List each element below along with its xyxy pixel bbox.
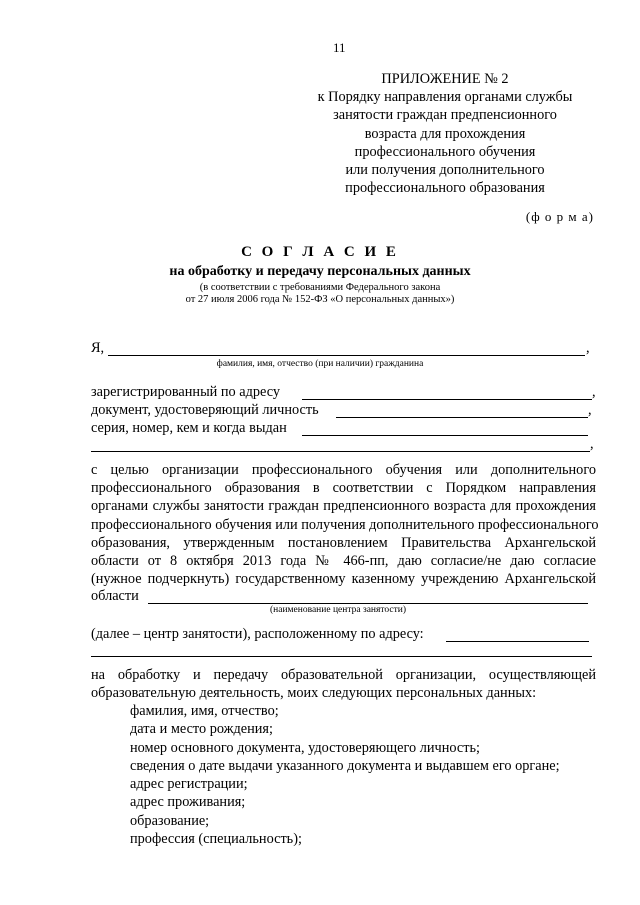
appendix-line: к Порядку направления органами службы <box>317 89 573 106</box>
law-note-line: (в соответствии с требованиями Федерального закона <box>199 282 441 293</box>
appendix-line: или получения дополнительного <box>345 162 545 179</box>
address-label: зарегистрированный по адресу <box>91 384 281 400</box>
list-item: профессия (специальность); <box>130 831 302 848</box>
series-field-line[interactable] <box>302 435 588 436</box>
paragraph-line: с целью организации профессионального обучения или дополнительного <box>91 462 596 478</box>
center-address-continuation-line[interactable] <box>91 656 592 657</box>
paragraph-line: (нужное подчеркнуть) государственному казенному учреждению Архангельской <box>91 571 596 588</box>
address-comma: , <box>592 384 596 400</box>
document-title: С О Г Л А С И Е <box>241 244 399 260</box>
series-continuation-line[interactable] <box>91 451 590 452</box>
page-number: 11 <box>333 40 346 55</box>
ya-label: Я, <box>91 340 105 356</box>
purpose-paragraph <box>91 461 599 588</box>
appendix-line: занятости граждан предпенсионного <box>333 107 557 124</box>
appendix-line: профессионального образования <box>345 180 545 197</box>
list-item: фамилия, имя, отчество; <box>130 703 279 719</box>
name-caption: фамилия, имя, отчество (при наличии) гражданина <box>216 359 424 369</box>
appendix-line: ПРИЛОЖЕНИЕ № 2 <box>381 71 509 87</box>
address-field-line[interactable] <box>302 399 592 400</box>
list-item: адрес проживания; <box>130 794 246 811</box>
center-address-label: (далее – центр занятости), расположенному по адресу: <box>91 626 424 642</box>
paragraph-line: на обработку и передачу образовательной организации, осуществляющей <box>91 667 596 683</box>
series-label: серия, номер, кем и когда выдан <box>91 420 287 436</box>
center-name-field-line[interactable] <box>148 603 588 604</box>
paragraph-line: области от 8 октября 2013 года № 466-пп, даю согласие/не даю согласие <box>91 553 596 570</box>
appendix-header <box>300 70 590 197</box>
center-address-field-line[interactable] <box>446 641 589 642</box>
name-field-line[interactable] <box>108 355 585 356</box>
appendix-line: возраста для прохождения <box>364 125 526 142</box>
series-comma: , <box>590 436 594 452</box>
paragraph-line: органами службы занятости граждан предпенсионного возраста для прохождения <box>91 498 596 515</box>
paragraph-line: образования, утвержденным постановлением Правительства Архангельской <box>91 534 596 551</box>
document-label: документ, удостоверяющий личность <box>91 402 319 418</box>
list-item: сведения о дате выдачи указанного документа и выдавшем его органе; <box>130 757 560 774</box>
list-item: номер основного документа, удостоверяющего личность; <box>130 739 480 756</box>
paragraph-line: профессионального образования в соответствии с Порядком направления <box>91 480 596 497</box>
document-field-line[interactable] <box>336 417 588 418</box>
list-item: дата и место рождения; <box>130 721 273 738</box>
document-subtitle: на обработку и передачу персональных данных <box>169 264 471 279</box>
ya-comma: , <box>586 340 590 356</box>
appendix-line: профессионального обучения <box>354 143 536 160</box>
paragraph-line: профессионального обучения или получения дополнительного профессионального <box>91 516 599 533</box>
paragraph-line: образовательную деятельность, моих следующих персональных данных: <box>91 685 537 702</box>
oblast-label: области <box>91 588 139 604</box>
list-item: адрес регистрации; <box>130 776 248 793</box>
list-item: образование; <box>130 812 210 829</box>
law-note-line: от 27 июля 2006 года № 152-ФЗ «О персональных данных») <box>185 294 455 305</box>
center-caption: (наименование центра занятости) <box>270 605 406 615</box>
document-comma: , <box>588 402 592 418</box>
transfer-paragraph <box>91 666 596 702</box>
form-label: (ф о р м а) <box>525 209 594 224</box>
personal-data-list <box>130 702 560 848</box>
